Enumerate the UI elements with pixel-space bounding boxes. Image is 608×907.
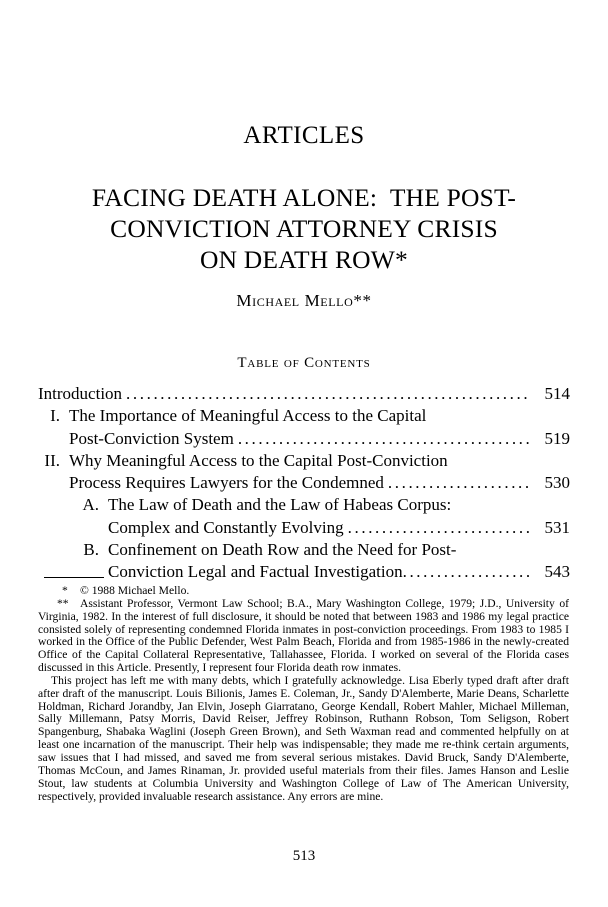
footnote-marker-star: * [62, 584, 68, 597]
toc-entry-part-ii[interactable] [38, 450, 570, 495]
footnote-author-note [38, 598, 569, 675]
toc-entry-label: Process Requires Lawyers for the Condemned [69, 473, 384, 493]
toc-entry-number: II. [44, 450, 60, 470]
author-byline: Michael Mello** [236, 291, 372, 310]
footnote-author-note-text: Assistant Professor, Vermont Law School; B.A., Mary Washington College, 1979; J.D., University of Virginia, 1982. In the interest of full disclosure, it should be noted that between 1983 and 1986 my legal practice consisted solely of representing condemned Florida inmates in post-conviction proceedings. From 1983 to 1985 I worked in the Office of the Public Defender, West Palm Beach, Florida and from 1985-1986 in the newly-created Office of the Capital Collateral Representative, Tallahassee, Florida. I worked on several of the Florida cases discussed in this Article. Presently, I represent four Florida death row inmates. [38, 596, 569, 675]
toc-entry-label: Post-Conviction System [69, 428, 234, 448]
title-line-3: ON DEATH ROW* [200, 245, 408, 274]
toc-page-number: 543 [544, 562, 570, 582]
toc-entry-body [69, 450, 570, 495]
toc-entry-section-a[interactable] [38, 494, 570, 539]
toc-entry-label: The Law of Death and the Law of Habeas Corpus: [108, 495, 452, 515]
toc-entry-number: A. [82, 495, 99, 515]
toc-line [69, 450, 570, 472]
toc-entry-number: I. [50, 406, 60, 426]
footnote-copyright-text: © 1988 Michael Mello. [80, 584, 190, 597]
toc-line [108, 494, 570, 516]
toc-entry-label: Why Meaningful Access to the Capital Post-Conviction [69, 450, 448, 470]
toc-line [108, 517, 570, 539]
toc-line [38, 383, 570, 405]
footnote-separator-rule [44, 577, 104, 578]
toc-line [108, 539, 570, 561]
title-line-1: FACING DEATH ALONE: THE POST- [91, 183, 517, 212]
page-title [64, 182, 544, 275]
toc-line [69, 405, 570, 427]
toc-entry-body [108, 539, 570, 584]
toc-page-number: 531 [544, 517, 570, 537]
toc-entry-label: Introduction [38, 384, 123, 403]
section-heading: ARTICLES [243, 122, 365, 149]
toc-entry-label: Conviction Legal and Factual Investigation [108, 562, 403, 582]
toc-entry-section-b[interactable] [38, 539, 570, 584]
toc-entry-label: Complex and Constantly Evolving [108, 517, 344, 537]
footnote-block [38, 585, 569, 803]
table-of-contents-heading: Table of Contents [237, 355, 371, 371]
toc-entry-body [108, 494, 570, 539]
toc-line [69, 428, 570, 450]
toc-page-number: 519 [544, 428, 570, 448]
toc-leader-dots [348, 519, 529, 536]
toc-entry-label: The Importance of Meaningful Access to the Capital [69, 406, 427, 426]
footnote-acknowledgments: This project has left me with many debts, which I gratefully acknowledge. Lisa Eberly typed draft after draft after draft of the manuscript. Louis Bilionis, James E. Coleman, Jr., Sandy D'Alemberte, Marie Deans, Scharlette Holdman, Richard Jorandby, Jan Elvin, Joseph Giarratano, George Kendall, Robert Mahler, Michael Milleman, Sally Millemann, Patsy Morris, David Reiser, Jeffrey Robinson, Ruthann Robson, Tom Seligson, Robert Spangenburg, Shabaka Waglini (Joseph Green Brown), and Seth Waxman read and commented helpfully on at least one incarnation of the manuscript. Their help was indispensable; they made me re-think certain arguments, saw issues that I had missed, and saved me from several serious mistakes. David Bruck, Sandy D'Alemberte, Thomas McCoun, and James Rinaman, Jr. provided useful materials from their files. James Hanson and Leslie Stout, law students at Columbia University and Washington College of Law of The American University, respectively, provided invaluable research assistance. Any errors are mine. [38, 673, 569, 803]
toc-leader-dots [238, 430, 529, 447]
toc-entry-body [69, 405, 570, 450]
footnote-marker-double-star: ** [57, 596, 69, 610]
toc-page-number: 514 [544, 384, 570, 403]
page-folio: 513 [292, 848, 316, 864]
toc-page-number: 530 [544, 473, 570, 493]
toc-entry-body [38, 383, 570, 405]
toc-leader-dots [388, 474, 529, 491]
toc-entry-number: B. [83, 540, 99, 560]
toc-line [69, 472, 570, 494]
toc-entry-part-i[interactable] [38, 405, 570, 450]
toc-entry-label: Confinement on Death Row and the Need for Post- [108, 540, 457, 560]
toc-leader-dots [126, 385, 529, 402]
table-of-contents [38, 383, 570, 584]
toc-entry-introduction[interactable] [38, 383, 570, 405]
toc-leader-dots [403, 563, 529, 580]
toc-line [108, 561, 570, 583]
title-line-2: CONVICTION ATTORNEY CRISIS [110, 214, 498, 243]
